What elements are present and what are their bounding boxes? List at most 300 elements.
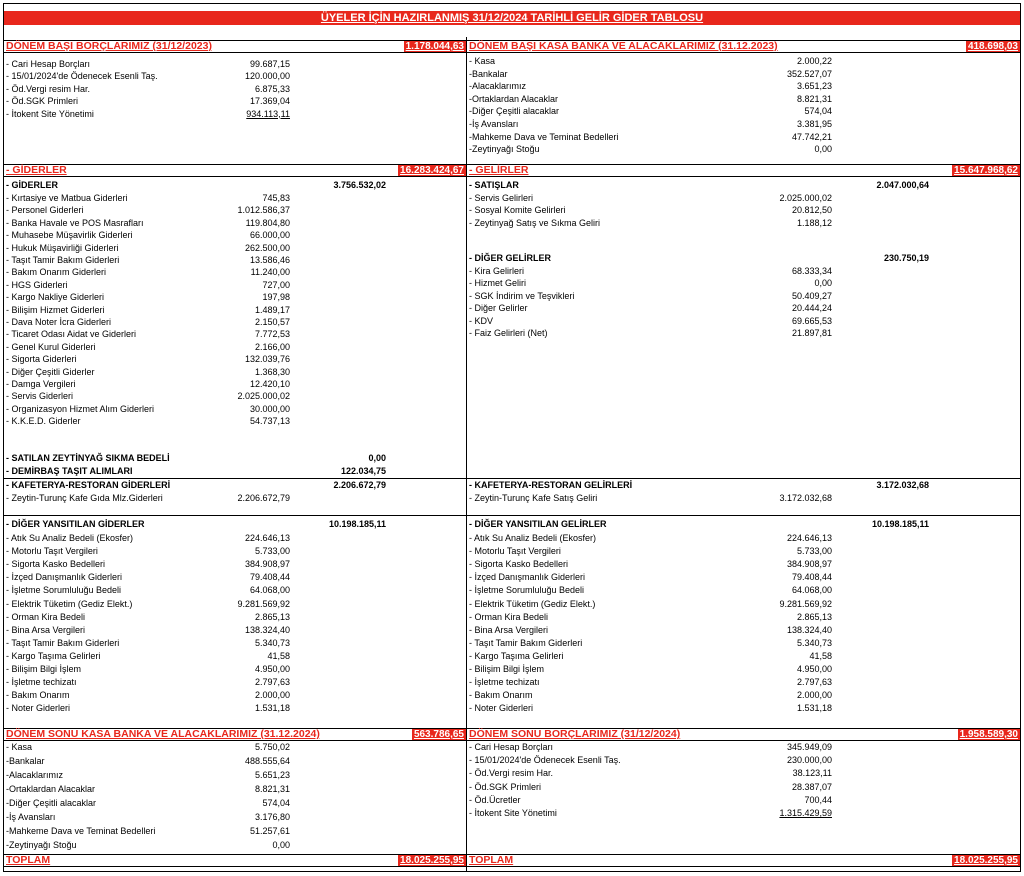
item-label: - Damga Vergileri: [6, 379, 76, 389]
item-value: 2.047.000,64: [876, 180, 929, 190]
item-label: - Taşıt Tamir Bakım Giderleri: [6, 637, 120, 648]
list-item: [6, 689, 294, 701]
item-value: 1.012.586,37: [237, 205, 290, 216]
item-label: - SATILAN ZEYTİNYAĞ SIKMA BEDELİ: [6, 453, 170, 463]
item-label: - Sosyal Komite Gelirleri: [469, 205, 566, 216]
item-label: - Faiz Gelirleri (Net): [469, 328, 548, 338]
item-value: 2.000,00: [796, 690, 832, 701]
item-label: -Ortaklardan Alacaklar: [6, 784, 96, 794]
item-label: - Kargo Taşıma Gelirleri: [6, 650, 101, 661]
list-item: [6, 291, 294, 303]
item-label: - Öd.Vergi resim Har.: [6, 83, 91, 94]
group-label: - KAFETERYA-RESTORAN GİDERLERİ: [6, 480, 171, 490]
closing-assets-header: [4, 728, 466, 741]
total-right: [467, 854, 1020, 867]
list-item: [469, 676, 836, 688]
item-label: - Bakım Onarım Giderleri: [6, 267, 107, 278]
item-value: 138.324,40: [786, 624, 832, 635]
item-value: 2.865,13: [796, 611, 832, 622]
item-value: 1.188,12: [796, 217, 832, 228]
item-value: 17.369,04: [249, 96, 290, 107]
list-item: [6, 279, 294, 291]
item-label: - Cari Hesap Borçları: [6, 59, 91, 69]
item-value: 47.742,21: [791, 131, 832, 142]
item-value: 20.444,24: [791, 303, 832, 314]
list-item: [469, 217, 836, 229]
item-value: 3.651,23: [796, 81, 832, 92]
item-label: - Öd.Ücretler: [469, 794, 521, 805]
list-item: [469, 532, 836, 544]
item-label: -Bankalar: [6, 756, 45, 766]
item-label: - Bina Arsa Vergileri: [469, 624, 549, 635]
item-label: - İtokent Site Yönetimi: [6, 108, 94, 119]
item-value: 2.150,57: [254, 317, 290, 327]
item-value: 9.281.569,92: [237, 598, 290, 609]
list-item: [6, 242, 294, 254]
reflected-expenses-header: [6, 518, 390, 530]
item-value: 30.000,00: [249, 403, 290, 414]
item-label: - Taşıt Tamir Bakım Giderleri: [469, 637, 583, 648]
list-item: [469, 204, 836, 216]
item-value: 1.315.429,59: [779, 808, 832, 818]
list-item: [6, 415, 294, 427]
item-label: -Bankalar: [469, 68, 508, 79]
list-item: [469, 68, 836, 80]
closing-debts-total: 1.958.589,30: [959, 729, 1018, 740]
list-item: [469, 767, 836, 779]
item-label: - Servis Gelirleri: [469, 193, 534, 203]
item-value: 262.500,00: [244, 242, 290, 253]
item-label: - İtokent Site Yönetimi: [469, 808, 557, 818]
item-value: 5.733,00: [254, 546, 290, 557]
total-right-value: 18.025.255,95: [954, 855, 1018, 866]
item-label: - Kargo Taşıma Gelirleri: [469, 650, 564, 661]
list-item: [469, 118, 836, 130]
item-value: 138.324,40: [244, 624, 290, 635]
list-item: [6, 390, 294, 402]
item-label: - Ticaret Odası Aidat ve Giderleri: [6, 329, 137, 340]
item-label: - Sigorta Giderleri: [6, 354, 77, 365]
item-label: - Dava Noter İcra Giderleri: [6, 317, 112, 327]
list-item: [6, 204, 294, 216]
list-item: [6, 825, 294, 837]
list-item: [6, 217, 294, 229]
item-label: - Personel Giderleri: [6, 205, 84, 216]
list-item: [6, 571, 294, 583]
item-value: 6.875,33: [254, 83, 290, 94]
cafe-income-header: [469, 479, 933, 491]
item-label: -Mahkeme Dava ve Teminat Bedelleri: [469, 131, 619, 142]
item-label: - 15/01/2024'de Ödenecek Esenli Taş.: [469, 755, 621, 766]
list-item: [469, 105, 836, 117]
item-label: -İş Avansları: [469, 119, 519, 129]
item-value: 2.865,13: [254, 611, 290, 622]
item-value: 488.555,64: [244, 756, 290, 766]
item-value: 574,04: [804, 106, 832, 117]
closing-assets-title: DÖNEM SONU KASA BANKA VE ALACAKLARIMIZ (31.12.2024): [6, 728, 320, 740]
item-value: 2.797,63: [254, 677, 290, 688]
item-value: 4.950,00: [796, 664, 832, 674]
item-value: 38.123,11: [792, 768, 832, 779]
item-label: - Sigorta Kasko Bedelleri: [6, 559, 106, 570]
list-item: [6, 403, 294, 415]
item-label: - Genel Kurul Giderleri: [6, 341, 96, 352]
item-label: - Organizasyon Hizmet Alım Giderleri: [6, 403, 155, 414]
item-value: 51.257,61: [249, 826, 290, 836]
item-value: 745,83: [262, 193, 290, 203]
list-item: [6, 108, 294, 120]
item-label: - Muhasebe Müşavirlik Giderleri: [6, 230, 133, 241]
list-item: [6, 316, 294, 328]
list-item: [6, 783, 294, 795]
list-item: [6, 328, 294, 340]
income-header: [467, 164, 1020, 177]
list-item: [6, 797, 294, 809]
list-item: [469, 650, 836, 662]
item-value: 64.068,00: [249, 585, 290, 596]
item-value: 68.333,34: [791, 266, 832, 276]
item-label: - Kargo Nakliye Giderleri: [6, 292, 105, 303]
item-label: - İzçed Danışmanlık Giderleri: [469, 572, 586, 583]
item-label: - Motorlu Taşıt Vergileri: [6, 546, 98, 557]
item-label: - Noter Giderleri: [6, 703, 71, 714]
list-item: [6, 839, 294, 851]
item-label: - Zeytinyağ Satış ve Sıkma Geliri: [469, 217, 601, 228]
item-label: - Kasa: [469, 56, 496, 66]
item-value: 197,98: [262, 292, 290, 303]
item-label: -Diğer Çeşitli alacaklar: [469, 106, 560, 117]
group-label: - DİĞER YANSITILAN GİDERLER: [6, 519, 145, 529]
item-value: 79.408,44: [791, 572, 832, 583]
list-item: [6, 58, 294, 70]
item-value: 5.340,73: [796, 637, 832, 648]
list-item: [6, 755, 294, 767]
list-item: [469, 702, 836, 714]
item-label: - GİDERLER: [6, 180, 59, 190]
item-label: - Atık Su Analiz Bedeli (Ekosfer): [6, 533, 134, 543]
item-value: 54.737,13: [249, 416, 290, 427]
opening-debts-total: 1.178.044,63: [405, 41, 464, 52]
list-item: [6, 229, 294, 241]
item-value: 2.000,00: [254, 690, 290, 701]
total-right-label: TOPLAM: [469, 854, 514, 866]
item-value: 384.908,97: [244, 559, 290, 570]
expenses-total: 16.283.424,67: [400, 165, 464, 176]
list-item: [6, 598, 294, 610]
item-value: 384.908,97: [786, 559, 832, 570]
item-value: 7.772,53: [254, 329, 290, 340]
list-item: [6, 702, 294, 714]
item-label: - Orman Kira Bedeli: [469, 611, 549, 622]
item-value: 224.646,13: [786, 533, 832, 543]
closing-debts-title: DÖNEM SONU BORÇLARIMIZ (31/12/2024): [469, 728, 681, 740]
item-value: 727,00: [262, 279, 290, 290]
item-value: 574,04: [262, 798, 290, 808]
item-value: 3.756.532,02: [333, 180, 386, 190]
opening-assets-total: 418.698,03: [967, 41, 1018, 52]
item-value: 8.821,31: [796, 93, 832, 104]
list-item: [6, 584, 294, 596]
item-value: 0,00: [814, 144, 832, 155]
item-label: - 15/01/2024'de Ödenecek Esenli Taş.: [6, 71, 158, 82]
column-divider: [466, 37, 467, 872]
item-label: - Elektrik Tüketim (Gediz Elekt.): [469, 598, 596, 609]
list-item: [6, 663, 294, 675]
list-item: [6, 95, 294, 107]
list-item: [469, 571, 836, 583]
item-value: 0,00: [368, 453, 386, 463]
item-value: 5.340,73: [254, 637, 290, 648]
item-label: - Cari Hesap Borçları: [469, 742, 554, 752]
list-item: [469, 80, 836, 92]
item-value: 3.381,95: [796, 119, 832, 129]
item-label: - DEMİRBAŞ TAŞIT ALIMLARI: [6, 466, 133, 476]
item-value: 352.527,07: [786, 68, 832, 79]
list-item: [6, 811, 294, 823]
list-item: [469, 611, 836, 623]
closing-assets-total: 563.786,65: [413, 729, 464, 740]
list-item: [469, 741, 836, 753]
item-value: 1.531,18: [796, 703, 832, 714]
list-item: [6, 70, 294, 82]
item-value: 9.281.569,92: [779, 598, 832, 609]
item-label: - SGK İndirim ve Teşvikleri: [469, 290, 575, 301]
item-value: 5.750,02: [254, 742, 290, 752]
list-item: [469, 302, 836, 314]
list-item: [469, 265, 836, 277]
item-value: 2.025.000,02: [237, 391, 290, 402]
item-label: - Banka Havale ve POS Masrafları: [6, 217, 144, 228]
group-total: 2.206.672,79: [333, 480, 386, 490]
item-value: 20.812,50: [791, 205, 832, 216]
list-item: [6, 492, 294, 504]
item-label: - Bina Arsa Vergileri: [6, 624, 86, 635]
list-item: [6, 254, 294, 266]
list-item: [469, 143, 836, 155]
group-total: 10.198.185,11: [328, 519, 386, 529]
income-title: - GELİRLER: [469, 164, 529, 176]
item-label: - K.K.E.D. Giderler: [6, 416, 81, 427]
total-left-value: 18.025.255,95: [400, 855, 464, 866]
item-value: 230.000,00: [786, 755, 832, 766]
item-value: 1.531,18: [254, 703, 290, 714]
item-label: - İşletme Sorumluluğu Bedeli: [469, 585, 585, 596]
list-item: [469, 598, 836, 610]
item-label: -İş Avansları: [6, 812, 56, 822]
opening-debts-title: DÖNEM BAŞI BORÇLARIMIZ (31/12/2023): [6, 40, 212, 52]
total-left: [4, 854, 466, 867]
item-label: - Kira Gelirleri: [469, 266, 525, 276]
item-label: - Diğer Çeşitli Giderler: [6, 366, 95, 377]
item-label: - Diğer Gelirler: [469, 303, 528, 314]
list-item: [469, 545, 836, 557]
opening-assets-header: [467, 40, 1020, 53]
item-label: - Bilişim Hizmet Giderleri: [6, 304, 105, 315]
item-value: 66.000,00: [249, 230, 290, 241]
item-value: 224.646,13: [244, 533, 290, 543]
list-item: [6, 545, 294, 557]
item-value: 21.897,81: [791, 328, 832, 338]
income-total: 15.647.968,62: [954, 165, 1018, 176]
list-item: [469, 794, 836, 806]
item-label: -Mahkeme Dava ve Teminat Bedelleri: [6, 826, 156, 836]
item-label: - SATIŞLAR: [469, 180, 519, 190]
expenses-header: [4, 164, 466, 177]
group-label: - KAFETERYA-RESTORAN GELİRLERİ: [469, 480, 633, 490]
item-value: 2.206.672,79: [237, 493, 290, 503]
list-item: [6, 83, 294, 95]
list-item: [6, 192, 294, 204]
item-label: - Zeytin-Turunç Kafe Gıda Mlz.Giderleri: [6, 493, 163, 503]
item-label: - Kasa: [6, 742, 33, 752]
list-item: [469, 327, 836, 339]
item-value: 132.039,76: [244, 354, 290, 365]
item-label: - DİĞER GELİRLER: [469, 253, 552, 263]
list-item: [469, 689, 836, 701]
item-value: 41,58: [809, 650, 832, 661]
item-label: - İzçed Danışmanlık Giderleri: [6, 572, 123, 583]
item-value: 2.025.000,02: [779, 193, 832, 203]
list-item: [6, 353, 294, 365]
item-value: 79.408,44: [249, 572, 290, 583]
list-item: [469, 807, 836, 819]
group-total: 10.198.185,11: [871, 519, 929, 529]
list-item: [6, 366, 294, 378]
item-value: 4.950,00: [254, 664, 290, 674]
list-item: [469, 754, 836, 766]
item-label: - Hizmet Geliri: [469, 278, 527, 289]
item-value: 345.949,09: [786, 742, 832, 752]
item-value: 3.176,80: [254, 812, 290, 822]
group-header: [6, 179, 390, 191]
item-label: -Diğer Çeşitli alacaklar: [6, 798, 97, 808]
group-label: - DİĞER YANSITILAN GELİRLER: [469, 519, 607, 529]
list-item: [469, 584, 836, 596]
income-expense-table: [3, 3, 1021, 872]
item-label: -Ortaklardan Alacaklar: [469, 93, 559, 104]
list-item: [469, 277, 836, 289]
list-item: [6, 341, 294, 353]
group-header: [469, 252, 933, 264]
list-item: [6, 266, 294, 278]
list-item: [469, 131, 836, 143]
item-value: 99.687,15: [249, 59, 290, 69]
item-value: 11.240,00: [250, 267, 290, 278]
group-header: [6, 452, 390, 464]
list-item: [6, 558, 294, 570]
list-item: [6, 611, 294, 623]
item-label: - Bilişim Bilgi İşlem: [469, 664, 545, 674]
item-label: - Kırtasiye ve Matbua Giderleri: [6, 193, 128, 203]
item-label: - Hukuk Müşavirliği Giderleri: [6, 242, 119, 253]
closing-debts-header: [467, 728, 1020, 741]
group-header: [469, 179, 933, 191]
list-item: [469, 290, 836, 302]
item-label: - Bilişim Bilgi İşlem: [6, 664, 82, 674]
item-label: - Bakım Onarım: [6, 690, 70, 701]
item-value: 5.733,00: [796, 546, 832, 557]
cafe-expenses-header: [6, 479, 390, 491]
list-item: [469, 315, 836, 327]
group-total: 3.172.032,68: [876, 480, 929, 490]
list-item: [6, 769, 294, 781]
item-value: 2.000,22: [796, 56, 832, 66]
item-value: 120.000,00: [244, 71, 290, 82]
item-label: -Zeytinyağı Stoğu: [6, 840, 77, 850]
item-value: 0,00: [814, 278, 832, 289]
list-item: [469, 55, 836, 67]
list-item: [6, 676, 294, 688]
list-item: [469, 93, 836, 105]
item-value: 8.821,31: [254, 784, 290, 794]
item-value: 28.387,07: [791, 781, 832, 792]
item-value: 41,58: [267, 650, 290, 661]
list-item: [6, 304, 294, 316]
list-item: [469, 492, 836, 504]
item-label: - Atık Su Analiz Bedeli (Ekosfer): [469, 533, 597, 543]
item-value: 122.034,75: [340, 466, 386, 476]
opening-assets-title: DÖNEM BAŞI KASA BANKA VE ALACAKLARIMIZ (31.12.2023): [469, 40, 778, 52]
item-label: - Noter Giderleri: [469, 703, 534, 714]
item-label: - Bakım Onarım: [469, 690, 533, 701]
list-item: [469, 192, 836, 204]
total-left-label: TOPLAM: [6, 854, 51, 866]
table-title: ÜYELER İÇİN HAZIRLANMIŞ 31/12/2024 TARİHLİ GELİR GİDER TABLOSU: [4, 11, 1020, 25]
item-label: - Öd.SGK Primleri: [6, 96, 79, 107]
opening-debts-header: [4, 40, 466, 53]
item-label: -Alacaklarımız: [469, 81, 527, 92]
list-item: [469, 624, 836, 636]
item-value: 1.368,30: [254, 366, 290, 377]
item-value: 12.420,10: [249, 379, 290, 389]
item-value: 3.172.032,68: [779, 493, 832, 503]
list-item: [469, 637, 836, 649]
item-value: 64.068,00: [791, 585, 832, 596]
item-value: 119.804,80: [245, 217, 290, 228]
list-item: [6, 378, 294, 390]
item-label: - Orman Kira Bedeli: [6, 611, 86, 622]
list-item: [6, 650, 294, 662]
item-label: - İşletme techizatı: [469, 677, 540, 688]
list-item: [6, 624, 294, 636]
item-value: 230.750,19: [883, 253, 929, 263]
item-label: - Öd.SGK Primleri: [469, 781, 542, 792]
item-label: - İşletme techizatı: [6, 677, 77, 688]
group-header: [6, 465, 390, 477]
item-label: - Elektrik Tüketim (Gediz Elekt.): [6, 598, 133, 609]
item-label: - Servis Giderleri: [6, 391, 74, 402]
reflected-divider: [4, 515, 1020, 516]
item-label: - Zeytin-Turunç Kafe Satış Geliri: [469, 493, 598, 503]
item-value: 13.586,46: [249, 255, 290, 265]
item-value: 934.113,11: [246, 108, 290, 119]
item-value: 2.797,63: [796, 677, 832, 688]
item-label: -Alacaklarımız: [6, 770, 64, 780]
list-item: [469, 781, 836, 793]
item-value: 1.489,17: [254, 304, 290, 315]
list-item: [6, 741, 294, 753]
item-value: 2.166,00: [254, 341, 290, 352]
item-value: 700,44: [804, 794, 832, 805]
expenses-title: - GİDERLER: [6, 164, 67, 176]
item-value: 69.665,53: [791, 315, 832, 326]
item-value: 0,00: [272, 840, 290, 850]
reflected-income-header: [469, 518, 933, 530]
list-item: [6, 637, 294, 649]
list-item: [6, 532, 294, 544]
item-label: - Motorlu Taşıt Vergileri: [469, 546, 561, 557]
item-label: -Zeytinyağı Stoğu: [469, 144, 540, 155]
